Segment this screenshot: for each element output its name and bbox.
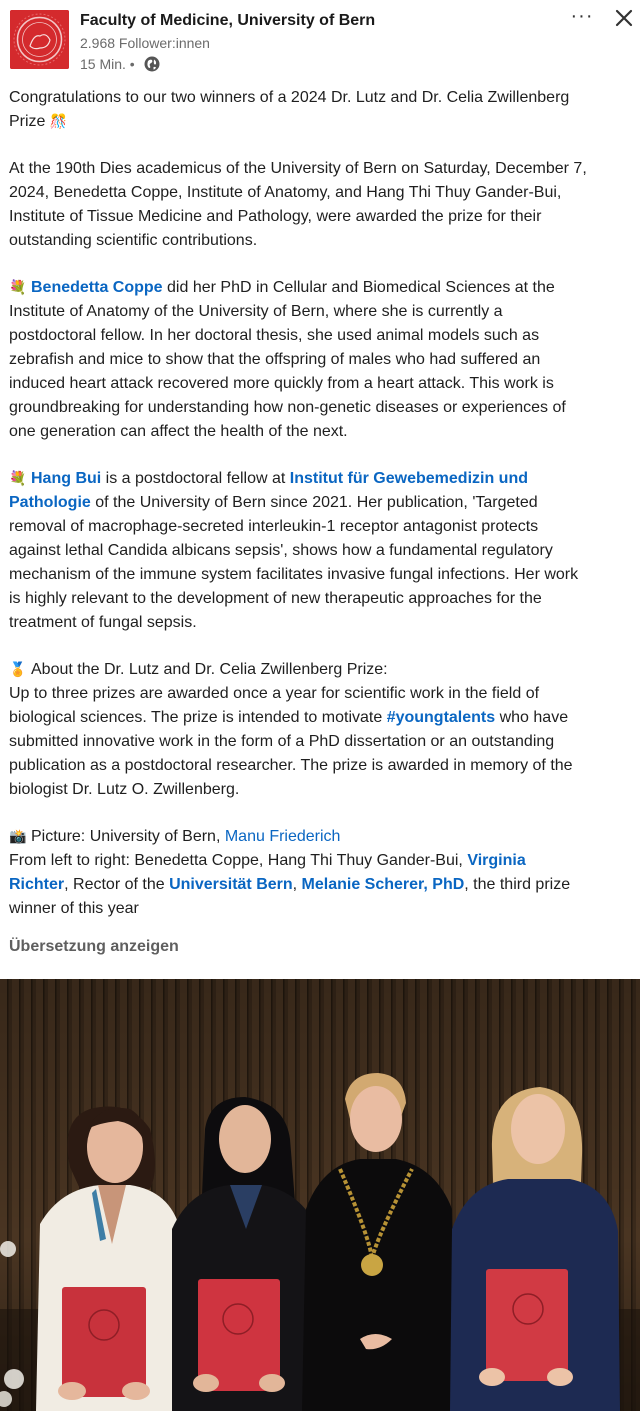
mention-virginia-richter[interactable]: Virginia [467, 852, 526, 869]
mention-virginia-richter-cont[interactable]: Richter [9, 876, 65, 893]
paragraph-bui: 💐 Hang Bui is a postdoctoral fellow at Institut für Gewebemedizin und Pathologie of the University of Bern since 2021. Her publication, 'Targeted removal of macrophage-secreted interleukin-1 receptor antagonist protects against lethal Candida albicans sepsis', shows how a fundamental regulatory mechanism of the immune system facilitates invasive fungal infections. Her work is highly relevant to the development of new therapeutic approaches for the treatment of fungal sepsis. [9, 467, 633, 635]
paragraph-prize-about: 🏅 About the Dr. Lutz and Dr. Celia Zwillenberg Prize: Up to three prizes are awarded once a year for scientific work in the field of biological sciences. The prize is intended to motivate #youngtalents who have submitted innovative work in the form of a PhD dissertation or an outstanding publication as a postdoctoral researcher. The prize is awarded in memory of the biologist Dr. Lutz O. Zwillenberg. [9, 658, 633, 802]
post-meta [80, 55, 161, 73]
globe-icon [143, 55, 161, 73]
paragraph-ceremony: At the 190th Dies academicus of the University of Bern on Saturday, December 7, 2024, Benedetta Coppe, Institute of Anatomy, and Hang Thi Thuy Gander-Bui, Institute of Tissue Medicine and Pathology, were awarded the prize for their outstanding scientific contributions. [9, 160, 587, 249]
university-logo[interactable] [10, 10, 69, 69]
paragraph-picture-credits: 📸 Picture: University of Bern, Manu Friederich From left to right: Benedetta Coppe, Hang Thi Thuy Gander-Bui, Virginia Richter, Rector of the Universität Bern, Melanie Scherer, PhD, the third prize winner of this year [9, 825, 633, 921]
follower-count: 2.968 Follower:innen [80, 35, 210, 51]
post-text [9, 86, 633, 921]
paragraph-coppe: 💐 Benedetta Coppe did her PhD in Cellular and Biomedical Sciences at the Institute of Anatomy of the University of Bern, where she is currently a postdoctoral fellow. In her doctoral thesis, she used animal models such as zebrafish and mice to show that the offspring of males who had suffered an induced heart attack recovered more quickly from a heart attack. This work is groundbreaking for understanding how non-genetic diseases or experiences of one generation can affect the health of the next. [9, 276, 633, 444]
bouquet-icon: 💐 [9, 280, 27, 296]
post-header [0, 0, 640, 80]
mention-institute-pathology[interactable]: Institut für Gewebemedizin und [289, 470, 528, 487]
post-photo[interactable] [0, 979, 640, 1411]
paragraph-intro: Congratulations to our two winners of a 2024 Dr. Lutz and Dr. Celia Zwillenberg Prize 🎊 [9, 86, 633, 134]
mention-universitaet-bern[interactable]: Universität Bern [169, 876, 293, 893]
hashtag-youngtalents[interactable]: #youngtalents [386, 709, 496, 726]
mention-institute-pathology-cont[interactable]: Pathologie [9, 494, 91, 511]
mention-hang-bui[interactable]: Hang Bui [31, 470, 102, 487]
medal-icon: 🏅 [9, 662, 27, 678]
show-translation-button[interactable]: Übersetzung anzeigen [9, 938, 179, 955]
bouquet-icon: 💐 [9, 471, 27, 487]
mention-manu-friederich[interactable]: Manu Friederich [224, 828, 341, 845]
mention-melanie-scherer[interactable]: Melanie Scherer, PhD [301, 876, 465, 893]
mention-benedetta-coppe[interactable]: Benedetta Coppe [31, 279, 163, 296]
close-icon[interactable] [612, 6, 636, 30]
post-time: 15 Min. • [80, 56, 135, 72]
camera-icon: 📸 [9, 829, 27, 845]
confetti-icon: 🎊 [49, 114, 68, 130]
organization-name[interactable]: Faculty of Medicine, University of Bern [80, 12, 376, 29]
more-options-button[interactable]: ··· [570, 5, 594, 27]
